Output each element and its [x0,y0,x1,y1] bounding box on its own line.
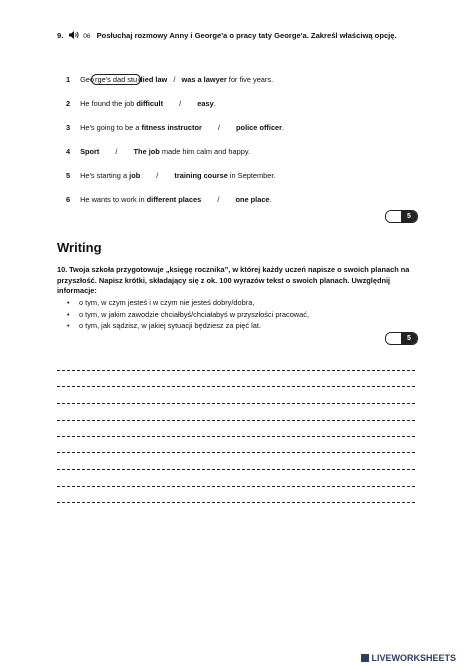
writing-line[interactable] [57,486,415,487]
question-item: 4 Sport / The job made him calm and happy. [66,147,251,156]
writing-line[interactable] [57,469,415,470]
writing-line[interactable] [57,370,415,371]
list-item: • o tym, w jakim zawodzie chciałbyś/chciałabyś w przyszłości pracować, [67,309,309,321]
writing-line[interactable] [57,403,415,404]
max-score: 5 [401,333,417,344]
option-a[interactable]: different places [146,195,202,204]
option-b[interactable]: one place [235,195,270,204]
track-number: 06 [83,33,91,40]
question-item: 2 He found the job difficult / easy. [66,99,216,108]
option-b[interactable]: The job [133,147,160,156]
question-item: 6 He wants to work in different places / one place. [66,195,272,204]
logo-icon [361,654,369,662]
score-box [385,210,418,223]
option-b[interactable]: easy [197,99,214,108]
task-9-instruction [57,31,397,40]
option-a[interactable]: job [129,171,141,180]
score-input[interactable] [386,333,401,344]
writing-line[interactable] [57,502,415,503]
circled-answer[interactable]: rge's dad stu [91,74,141,85]
option-a[interactable]: died law [138,75,168,84]
max-score: 5 [401,211,417,222]
writing-line[interactable] [57,436,415,437]
option-b[interactable]: training course [174,171,228,180]
writing-line[interactable] [57,386,415,387]
question-item: 3 He's going to be a fitness instructor / police officer. [66,123,285,132]
instruction-text: Posłuchaj rozmowy Anny i George'a o pracy taty George'a. Zakreśl właściwą opcję. [96,31,397,40]
question-item: 5 He's starting a job / training course in September. [66,171,276,180]
option-b[interactable]: was a lawyer [181,75,227,84]
speaker-icon[interactable] [69,31,79,39]
score-box [385,332,418,345]
score-input[interactable] [386,211,401,222]
writing-line[interactable] [57,420,415,421]
option-a[interactable]: fitness instructor [141,123,202,132]
requirements-list [67,297,309,332]
list-item: • o tym, w czym jesteś i w czym nie jesteś dobry/dobra, [67,297,309,309]
brand-logo: LIVEWORKSHEETS [361,653,456,663]
option-a[interactable]: difficult [136,99,164,108]
question-item: 1 George's dad studied law / was a lawyer for five years. [66,75,274,84]
prompt-text: Twoja szkoła przygotowuje „księgę rocznika”, w której każdy uczeń napisze o swoich planach na przyszłość. Napisz krótki, składający się z ok. 100 wyrazów tekst o swoich planach. Uwzględnij informacje: [57,265,410,295]
task-number: 10. [57,265,68,274]
option-b[interactable]: police officer [236,123,283,132]
option-a[interactable]: Sport [80,147,100,156]
list-item: • o tym, jak sądzisz, w jakiej sytuacji będziesz za pięć lat. [67,320,309,332]
writing-line[interactable] [57,452,415,453]
section-title: Writing [57,240,102,255]
task-number: 9. [57,31,64,40]
writing-prompt [57,265,417,297]
